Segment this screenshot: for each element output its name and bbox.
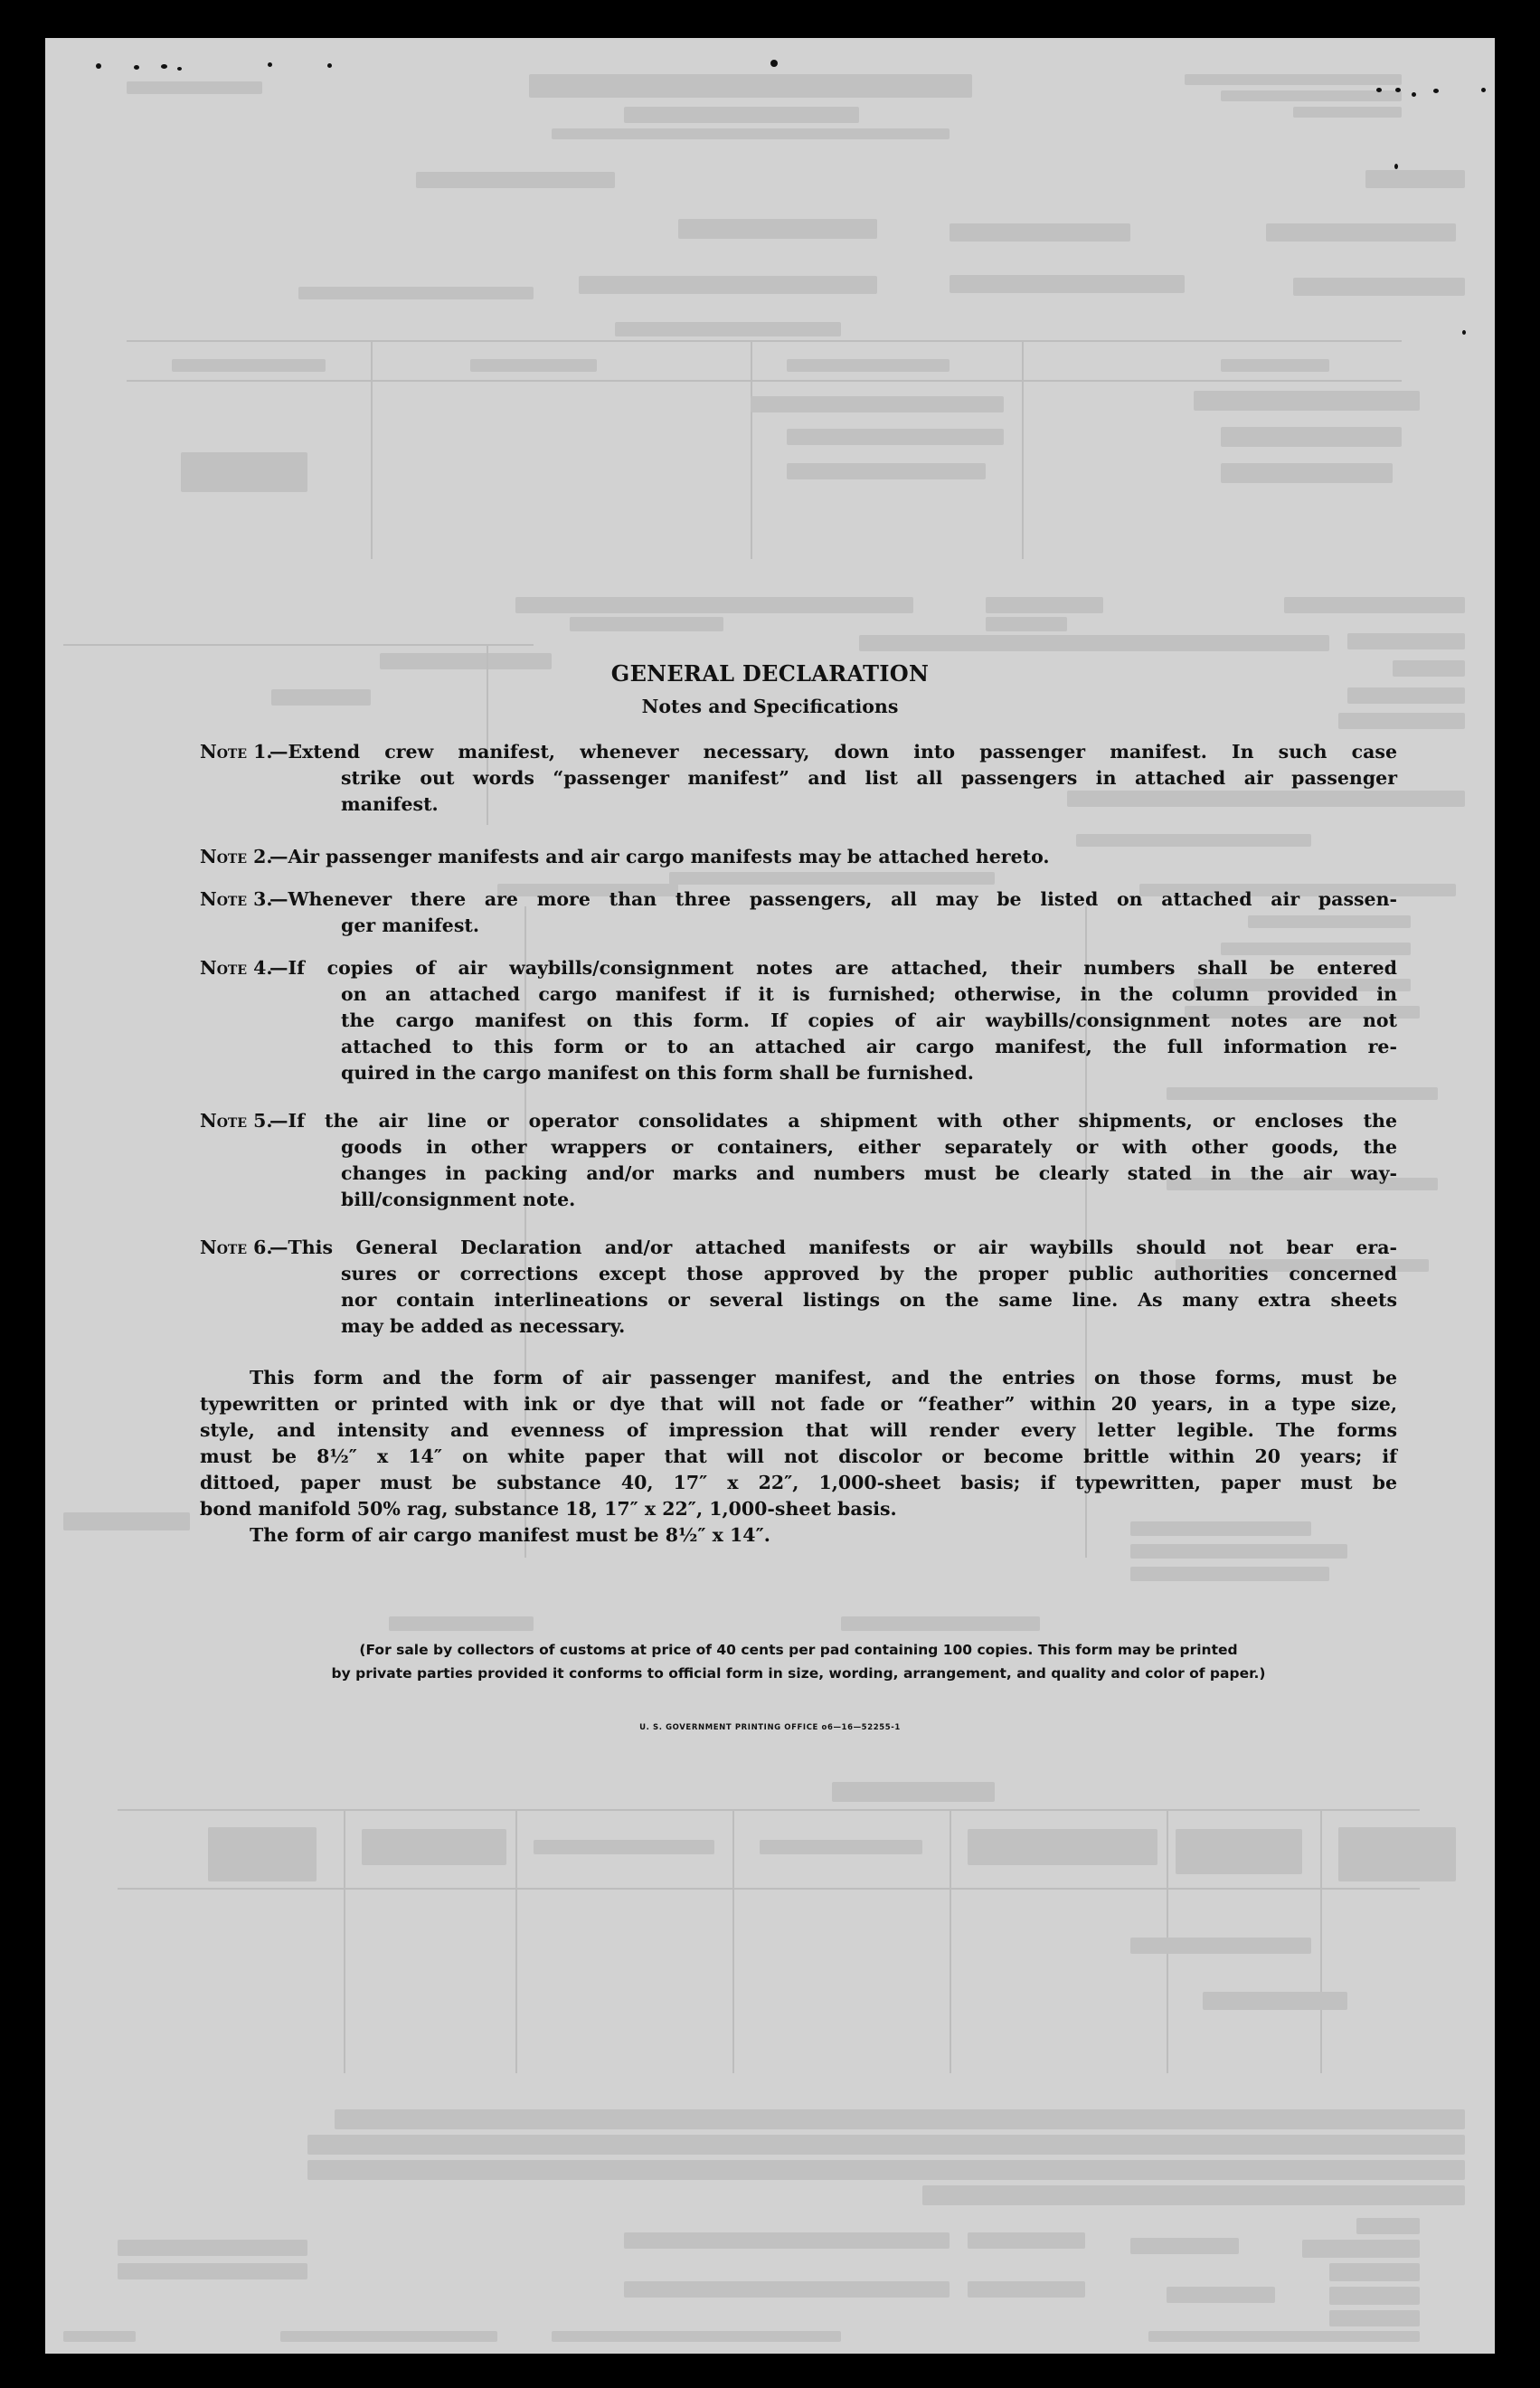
- paragraph-line: must be 8½″ x 14″ on white paper that will not discolor or become brittle within 20 years; if: [200, 1445, 1397, 1467]
- form-specification-paragraph: [200, 1364, 1397, 1563]
- note-label: Note 6.: [200, 1237, 273, 1258]
- paragraph-line: dittoed, paper must be substance 40, 17″ x 22″, 1,000-sheet basis; if typewritten, paper must be: [200, 1472, 1397, 1493]
- paragraph-line: typewritten or printed with ink or dye that will not fade or “feather” within 20 years, in a type size,: [200, 1393, 1397, 1415]
- document-title: GENERAL DECLARATION: [610, 660, 930, 687]
- paragraph-line: This form and the form of air passenger manifest, and the entries on those forms, must be: [250, 1367, 1397, 1388]
- document-page: [45, 38, 1495, 2354]
- note-3: [200, 886, 1397, 942]
- note-line: nor contain interlineations or several listings on the same line. As many extra sheets: [341, 1289, 1397, 1311]
- sale-notice: [200, 1638, 1397, 1689]
- paragraph-line: style, and intensity and evenness of impression that will render every letter legible. The forms: [200, 1419, 1397, 1441]
- note-label: Note 2.: [200, 846, 273, 867]
- note-line: ger manifest.: [341, 914, 479, 936]
- note-label: Note 4.: [200, 957, 273, 979]
- note-6: [200, 1234, 1397, 1344]
- note-line: —If the air line or operator consolidates a shipment with other shipments, or encloses the: [269, 1110, 1397, 1132]
- note-line: —If copies of air waybills/consignment notes are attached, their numbers shall be entered: [269, 957, 1397, 979]
- note-line: may be added as necessary.: [341, 1315, 626, 1337]
- note-line: —Whenever there are more than three passengers, all may be listed on attached air passen-: [269, 888, 1397, 910]
- note-1: [200, 738, 1397, 824]
- note-line: the cargo manifest on this form. If copies of air waybills/consignment notes are not: [341, 1009, 1397, 1031]
- note-label: Note 5.: [200, 1110, 273, 1132]
- note-line: goods in other wrappers or containers, either separately or with other goods, the: [341, 1136, 1397, 1158]
- note-line: on an attached cargo manifest if it is furnished; otherwise, in the column provided in: [341, 983, 1397, 1005]
- document-subtitle: Notes and Specifications: [641, 696, 899, 717]
- note-line: bill/consignment note.: [341, 1189, 576, 1210]
- note-line: —Air passenger manifests and air cargo manifests may be attached hereto.: [269, 846, 1050, 867]
- sale-notice-line: by private parties provided it conforms to official form in size, wording, arrangement, and quality and color of paper.): [331, 1665, 1266, 1682]
- note-line: strike out words “passenger manifest” and list all passengers in attached air passenger: [341, 767, 1397, 789]
- sale-notice-line: (For sale by collectors of customs at price of 40 cents per pad containing 100 copies. This form may be printed: [359, 1642, 1238, 1658]
- printing-office-imprint: U. S. GOVERNMENT PRINTING OFFICE o6—16—52255-1: [639, 1723, 901, 1732]
- note-line: —Extend crew manifest, whenever necessary, down into passenger manifest. In such case: [269, 741, 1397, 763]
- note-5: [200, 1107, 1397, 1218]
- note-line: attached to this form or to an attached air cargo manifest, the full information re-: [341, 1036, 1397, 1057]
- note-label: Note 1.: [200, 741, 273, 763]
- note-2: [200, 843, 1397, 874]
- note-line: sures or corrections except those approved by the proper public authorities concerned: [341, 1263, 1397, 1284]
- note-label: Note 3.: [200, 888, 273, 910]
- note-line: manifest.: [341, 793, 439, 815]
- note-line: —This General Declaration and/or attached manifests or air waybills should not bear era-: [269, 1237, 1397, 1258]
- paragraph-line: bond manifold 50% rag, substance 18, 17″ x 22″, 1,000-sheet basis.: [200, 1498, 897, 1520]
- cargo-manifest-size-line: The form of air cargo manifest must be 8½″ x 14″.: [250, 1524, 770, 1546]
- note-line: changes in packing and/or marks and numbers must be clearly stated in the air way-: [341, 1162, 1397, 1184]
- note-4: [200, 954, 1397, 1090]
- note-line: quired in the cargo manifest on this form shall be furnished.: [341, 1062, 974, 1084]
